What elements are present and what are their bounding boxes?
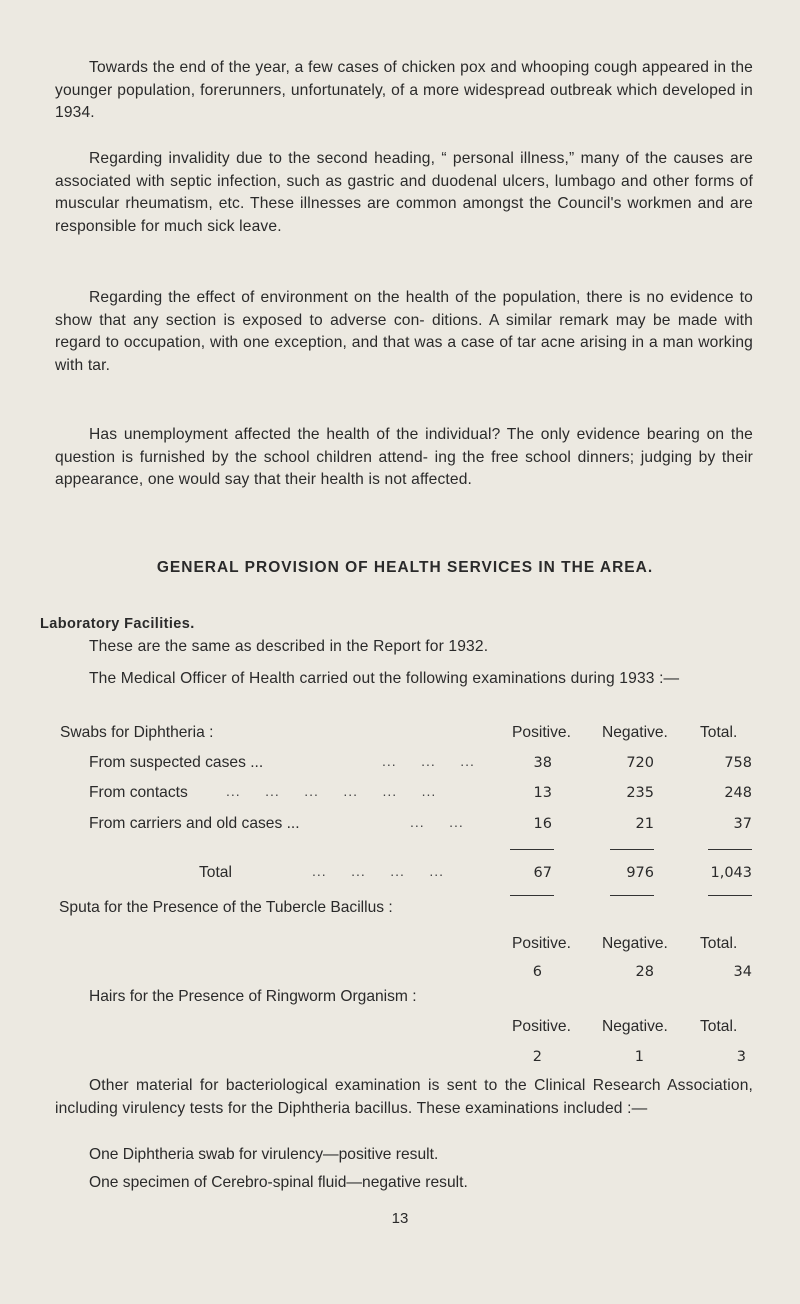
subheading-laboratory: Laboratory Facilities. xyxy=(40,616,195,632)
diphtheria-header-positive: Positive. xyxy=(512,724,571,741)
cell-negative: 235 xyxy=(626,785,654,801)
sputa-negative: 28 xyxy=(635,964,654,980)
cell-total: 758 xyxy=(724,755,752,771)
leader-dots: ... ... ... xyxy=(382,753,475,769)
sputa-header-positive: Positive. xyxy=(512,935,571,952)
paragraph-unemployment: Has unemployment affected the health of the individual? The only evidence bearing on the question is furnished by the school children attend- ing the free school dinners; judging by their appearance, one would say that their health is not affected. xyxy=(55,426,753,489)
page-number: 13 xyxy=(391,1210,409,1227)
diphtheria-header-negative: Negative. xyxy=(602,724,668,741)
rule-positive-bottom xyxy=(510,895,554,896)
list-item: One Diphtheria swab for virulency—positive result. xyxy=(89,1146,439,1163)
paragraph-invalidity: Regarding invalidity due to the second heading, “ personal illness,” many of the causes are associated with septic infection, such as gastric and duodenal ulcers, lumbago and other forms of muscular rheumatism, etc. These illnesses are common amongst the Council's workmen and are responsible for much sick leave. xyxy=(55,150,753,235)
diphtheria-header-total: Total. xyxy=(700,724,738,741)
hairs-title: Hairs for the Presence of Ringworm Organism : xyxy=(89,988,417,1005)
total-negative: 976 xyxy=(626,865,654,881)
total-label: Total xyxy=(199,864,232,881)
total-total: 1,043 xyxy=(710,865,752,881)
hairs-negative: 1 xyxy=(634,1049,644,1065)
leader-dots: ... ... ... ... xyxy=(312,863,445,879)
rule-total-bottom xyxy=(708,895,752,896)
row-label: From carriers and old cases ... xyxy=(89,815,300,832)
hairs-positive: 2 xyxy=(532,1049,542,1065)
sputa-positive: 6 xyxy=(532,964,542,980)
lab-same-as-text: These are the same as described in the Report for 1932. xyxy=(89,638,489,655)
sputa-header-total: Total. xyxy=(700,935,738,952)
list-item: One specimen of Cerebro-spinal fluid—negative result. xyxy=(89,1174,468,1191)
sputa-total: 34 xyxy=(733,964,752,980)
cell-positive: 16 xyxy=(533,816,552,832)
hairs-header-negative: Negative. xyxy=(602,1018,668,1035)
hairs-total: 3 xyxy=(736,1049,746,1065)
diphtheria-title: Swabs for Diphtheria : xyxy=(60,724,214,741)
cell-negative: 720 xyxy=(626,755,654,771)
section-heading: GENERAL PROVISION OF HEALTH SERVICES IN THE AREA. xyxy=(156,559,654,576)
leader-dots: ... ... ... ... ... ... xyxy=(226,783,437,799)
hairs-header-total: Total. xyxy=(700,1018,738,1035)
leader-dots: ... ... xyxy=(410,814,464,830)
lab-intro-text: The Medical Officer of Health carried out the following examinations during 1933 :— xyxy=(89,670,680,687)
paragraph-chicken-pox: Towards the end of the year, a few cases of chicken pox and whooping cough appeared in the younger population, forerunners, unfortunately, of a more widespread outbreak which developed in 1934. xyxy=(55,59,753,122)
hairs-header-positive: Positive. xyxy=(512,1018,571,1035)
cell-positive: 13 xyxy=(533,785,552,801)
row-label: From suspected cases ... xyxy=(89,754,264,771)
cell-negative: 21 xyxy=(635,816,654,832)
cell-total: 37 xyxy=(733,816,752,832)
rule-negative-top xyxy=(610,849,654,850)
cell-positive: 38 xyxy=(533,755,552,771)
row-label: From contacts xyxy=(89,784,188,801)
sputa-header-negative: Negative. xyxy=(602,935,668,952)
total-positive: 67 xyxy=(533,865,552,881)
rule-total-top xyxy=(708,849,752,850)
rule-positive-top xyxy=(510,849,554,850)
cell-total: 248 xyxy=(724,785,752,801)
other-material-text: Other material for bacteriological examination is sent to the Clinical Research Association, including virulency tests for the Diphtheria bacillus. These examinations included :— xyxy=(55,1077,753,1117)
rule-negative-bottom xyxy=(610,895,654,896)
paragraph-environment: Regarding the effect of environment on the health of the population, there is no evidence to show that any section is exposed to adverse con- ditions. A similar remark may be made with regard to occupation, with one exception, and that was a case of tar acne arising in a man working with tar. xyxy=(55,289,753,374)
sputa-title: Sputa for the Presence of the Tubercle Bacillus : xyxy=(59,899,393,916)
